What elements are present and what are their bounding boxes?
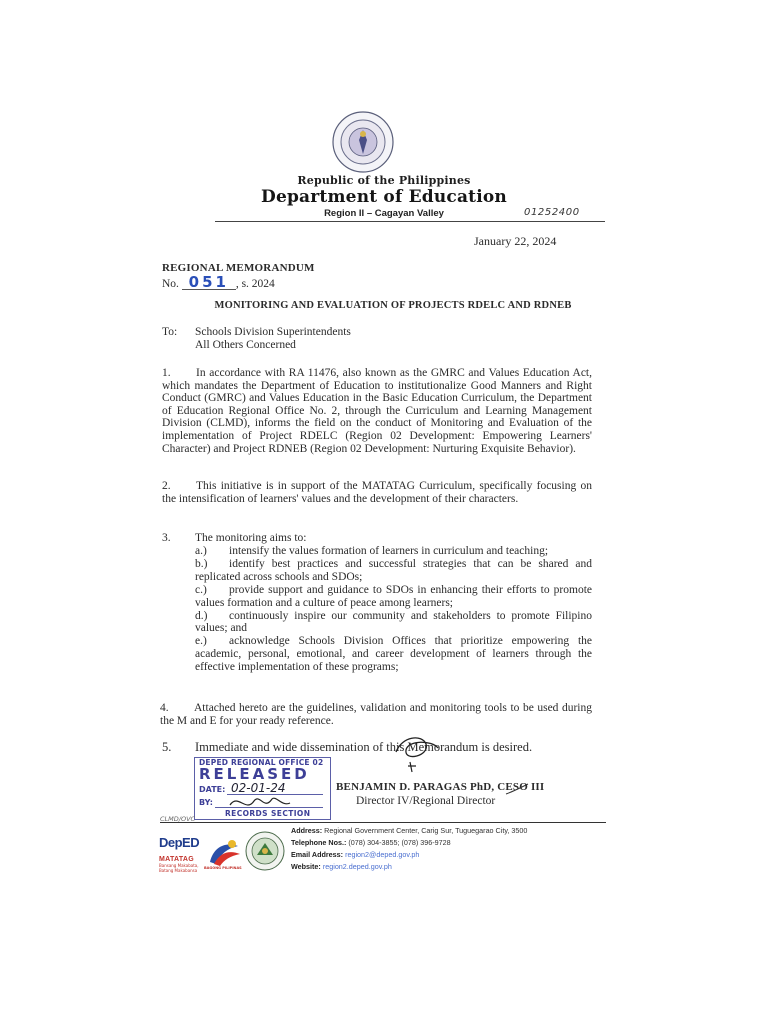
deped-logo-text: DepED — [159, 835, 200, 850]
paragraph-2 — [162, 480, 592, 505]
paragraph-4-number: 4. — [160, 702, 169, 714]
bagong-pilipinas-text: BAGONG PILIPINAS — [204, 866, 242, 870]
office-initials: CLMD/OVC — [160, 815, 196, 823]
list-item — [195, 584, 592, 610]
republic-header: Republic of the Philippines — [297, 174, 471, 187]
paragraph-5-number: 5. — [162, 740, 172, 754]
memo-title: REGIONAL MEMORANDUM — [162, 262, 315, 274]
handwritten-mark — [392, 732, 444, 776]
aims-list — [195, 545, 592, 674]
paragraph-2-text: This initiative is in support of the MATATAG Curriculum, specifically focusing on the intensification of learners' values and the development of their characters. — [162, 480, 592, 505]
deped-logo — [159, 835, 203, 873]
list-item-label: b.) — [195, 557, 208, 570]
signatory-name: BENJAMIN D. PARAGAS PhD, CESO III — [336, 781, 545, 793]
paragraph-5-text: Immediate and wide dissemination of this Memorandum is desired. — [195, 740, 533, 754]
bagong-pilipinas-logo-icon — [206, 836, 242, 870]
header-divider — [215, 221, 605, 222]
recipient-line-2: All Others Concerned — [195, 339, 296, 351]
paragraph-5 — [162, 740, 532, 755]
list-item-text: acknowledge Schools Division Offices that prioritize empowering the academic, personal, emotional, and career development of learners through the effective implementation of these programs; — [195, 635, 592, 674]
stamp-office: DEPED REGIONAL OFFICE 02 — [199, 758, 324, 767]
footer-divider — [160, 822, 606, 823]
list-item-text: continuously inspire our community and stakeholders to promote Filipino values; and — [195, 609, 592, 635]
footer-address — [291, 826, 527, 835]
paragraph-3-lead — [162, 532, 306, 544]
footer-website — [291, 862, 392, 871]
email-link[interactable]: region2@deped.gov.ph — [345, 850, 420, 859]
list-item-label: c.) — [195, 583, 207, 596]
deped-seal-icon — [331, 110, 395, 174]
paragraph-4-text: Attached hereto are the guidelines, validation and monitoring tools to be used during the M and E for your ready reference. — [160, 702, 592, 727]
stamp-by-label: BY: — [199, 798, 213, 807]
memo-series: , s. 2024 — [235, 278, 275, 290]
address-label: Address: — [291, 826, 323, 835]
website-link[interactable]: region2.deped.gov.ph — [322, 862, 392, 871]
paragraph-4 — [160, 702, 592, 727]
stamp-date-value: 02-01-24 — [231, 781, 286, 795]
memo-date: January 22, 2024 — [474, 234, 557, 248]
stamp-status: RELEASED — [199, 765, 310, 783]
list-item-text: intensify the values formation of learners in curriculum and teaching; — [229, 545, 549, 557]
paragraph-1 — [162, 367, 592, 455]
tracking-number: 01252400 — [524, 207, 580, 218]
list-item — [195, 558, 592, 584]
list-item-label: a.) — [195, 545, 207, 557]
matatag-logo-text: MATATAG — [159, 856, 195, 863]
footer-phone — [291, 838, 451, 847]
list-item-label: d.) — [195, 609, 208, 622]
recipient-line-1: Schools Division Superintendents — [195, 326, 351, 338]
signature-scribble — [224, 791, 294, 815]
region-seal-icon — [245, 831, 285, 871]
paragraph-2-number: 2. — [162, 480, 171, 492]
address-value: Regional Government Center, Carig Sur, Tuguegarao City, 3500 — [324, 826, 528, 835]
list-item-text: provide support and guidance to SDOs in enhancing their efforts to promote values formation and a culture of peace among learners; — [195, 583, 592, 609]
memo-number-prefix: No. — [162, 278, 179, 290]
initial-mark — [504, 782, 530, 798]
memo-number: 051 — [182, 275, 236, 290]
website-label: Website: — [291, 862, 321, 871]
list-item — [195, 545, 592, 558]
list-item-label: e.) — [195, 635, 207, 648]
department-header: Department of Education — [261, 187, 507, 207]
list-item — [195, 635, 592, 674]
paragraph-3-lead-text: The monitoring aims to: — [195, 532, 307, 544]
stamp-section: RECORDS SECTION — [225, 809, 311, 818]
memo-number-line — [162, 275, 275, 290]
paragraph-1-number: 1. — [162, 367, 171, 379]
to-label: To: — [162, 326, 178, 338]
list-item — [195, 610, 592, 636]
phone-label: Telephone Nos.: — [291, 838, 347, 847]
list-item-text: identify best practices and successful strategies that can be shared and replicated across schools and SDOs; — [195, 557, 592, 583]
email-label: Email Address: — [291, 850, 344, 859]
signatory-title: Director IV/Regional Director — [356, 795, 496, 807]
footer-email — [291, 850, 419, 859]
region-header: Region II – Cagayan Valley — [324, 208, 444, 219]
phone-value: (078) 304-3855; (078) 396-9728 — [348, 838, 451, 847]
memo-subject: MONITORING AND EVALUATION OF PROJECTS RDELC AND RDNEB — [214, 300, 572, 311]
paragraph-1-text: In accordance with RA 11476, also known as the GMRC and Values Education Act, which mandates the Department of Education to institutionalize Good Manners and Right Conduct (GMRC) and Values Education in the Basic Education Curriculum, the Department of Education Regional Office No. 2, through the Curriculum and Learning Management Division (CLMD), informs the field on the conduct of Monitoring and Evaluation of the implementation of Project RDELC (Region 02 Development: Empowering Learners' Character) and Project RDNEB (Region 02 Development: Nurturing Exquisite Behavior). — [162, 367, 592, 455]
stamp-date-label: DATE: — [199, 785, 226, 794]
paragraph-3-number: 3. — [162, 532, 171, 544]
matatag-tagline: Bansang Makabata, Batang Makabansa — [159, 863, 199, 873]
